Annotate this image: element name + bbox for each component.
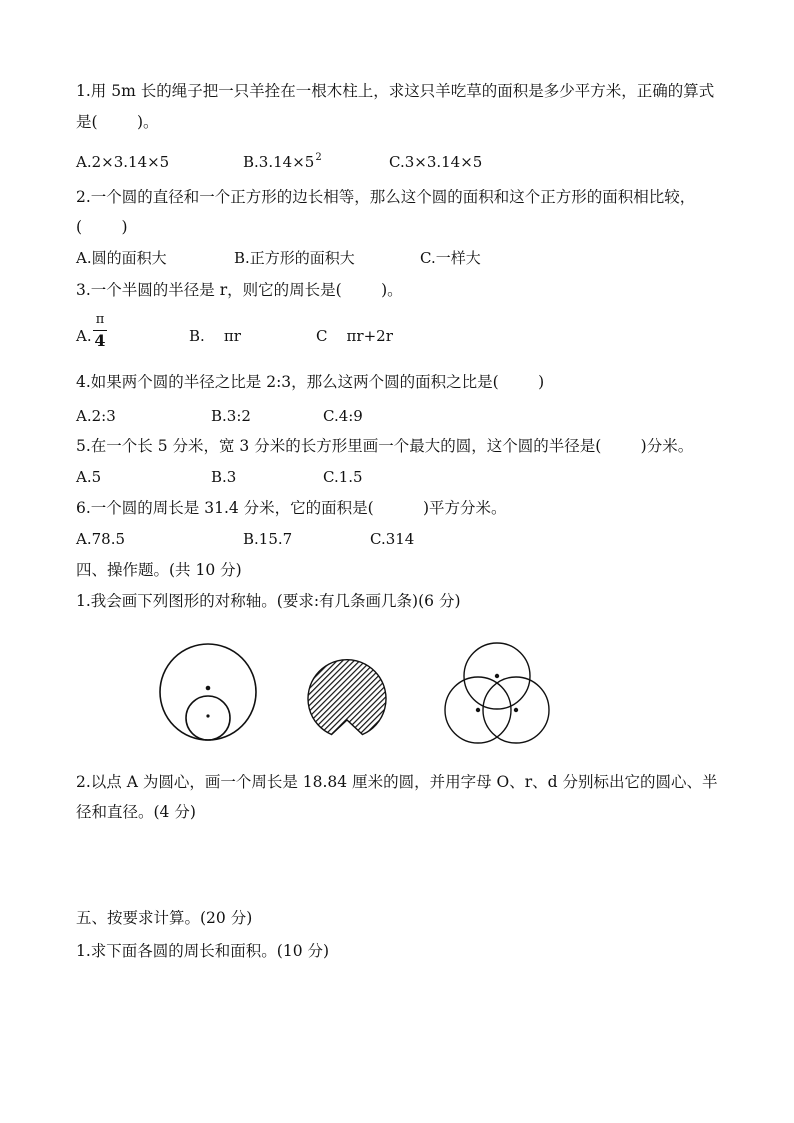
figure-nested-circles <box>160 644 256 740</box>
right-center-dot <box>514 708 518 712</box>
q6-text-line1: 6.一个圆的周长是 31.4 分米，它的面积是( )平方分米。 <box>76 499 507 517</box>
q3-option-a-fraction <box>92 312 108 351</box>
section4-q1-text: 1.我会画下列图形的对称轴。(要求:有几条画几条)(6 分) <box>76 592 461 610</box>
top-center-dot <box>495 674 499 678</box>
q4-option-a: A.2:3 <box>76 407 116 425</box>
q6-option-a: A.78.5 <box>76 530 125 548</box>
inner-center-dot <box>206 714 209 717</box>
q4-option-c: C.4:9 <box>323 407 363 425</box>
q2-option-b: B.正方形的面积大 <box>234 249 355 267</box>
outer-center-dot <box>206 686 211 691</box>
q1-option-b-exponent: 2 <box>315 152 322 163</box>
outer-circle <box>160 644 256 740</box>
q3-option-b: B. πr <box>189 327 241 345</box>
section5-q1-text: 1.求下面各圆的周长和面积。(10 分) <box>76 942 330 960</box>
section4-q2-text-line2: 径和直径。(4 分) <box>76 803 196 821</box>
q5-option-c: C.1.5 <box>323 468 363 486</box>
q2-option-c: C.一样大 <box>420 249 481 267</box>
q1-option-c: C.3×3.14×5 <box>389 153 483 171</box>
section5-title: 五、按要求计算。(20 分) <box>76 909 253 927</box>
figure-hatched-sector <box>308 660 386 735</box>
hatched-sector-shape <box>308 660 386 735</box>
q2-text-line1: 2.一个圆的直径和一个正方形的边长相等，那么这个圆的面积和这个正方形的面积相比较， <box>76 188 696 206</box>
q6-option-b: B.15.7 <box>243 530 293 548</box>
section4-title: 四、操作题。(共 10 分) <box>76 561 242 579</box>
q1-text-line1: 1.用 5m 长的绳子把一只羊拴在一根木柱上，求这只羊吃草的面积是多少平方米，正确的算式 <box>76 82 715 100</box>
q5-option-b: B.3 <box>211 468 237 486</box>
section4-q2-text-line1: 2.以点 A 为圆心，画一个周长是 18.84 厘米的圆，并用字母 O、r、d 分别标出它的圆心、半 <box>76 773 718 791</box>
inner-circle <box>186 696 230 740</box>
q5-option-a: A.5 <box>76 468 102 486</box>
q4-text-line1: 4.如果两个圆的半径之比是 2:3，那么这两个圆的面积之比是( ) <box>76 373 545 391</box>
q4-option-b: B.3:2 <box>211 407 251 425</box>
q1-option-b <box>243 151 322 176</box>
q2-text-line2: ( ) <box>76 218 128 236</box>
q1-option-a: A.2×3.14×5 <box>76 153 170 171</box>
q3-text-line1: 3.一个半圆的半径是 r，则它的周长是( )。 <box>76 281 403 299</box>
figure-three-circles <box>445 643 549 743</box>
q1-text-line2: 是( )。 <box>76 113 159 131</box>
fraction-denominator: 4 <box>94 331 106 350</box>
symmetry-figures <box>150 632 570 760</box>
q3-option-c: C πr+2r <box>316 327 393 345</box>
q2-option-a: A.圆的面积大 <box>76 249 167 267</box>
q5-text-line1: 5.在一个长 5 分米，宽 3 分米的长方形里画一个最大的圆，这个圆的半径是( )分米。 <box>76 437 694 455</box>
q1-option-b-base: B.3.14×5 <box>243 153 315 171</box>
left-center-dot <box>476 708 480 712</box>
q6-option-c: C.314 <box>370 530 415 548</box>
fraction-numerator: π <box>95 312 105 327</box>
q3-option-a-prefix: A. <box>76 327 92 345</box>
